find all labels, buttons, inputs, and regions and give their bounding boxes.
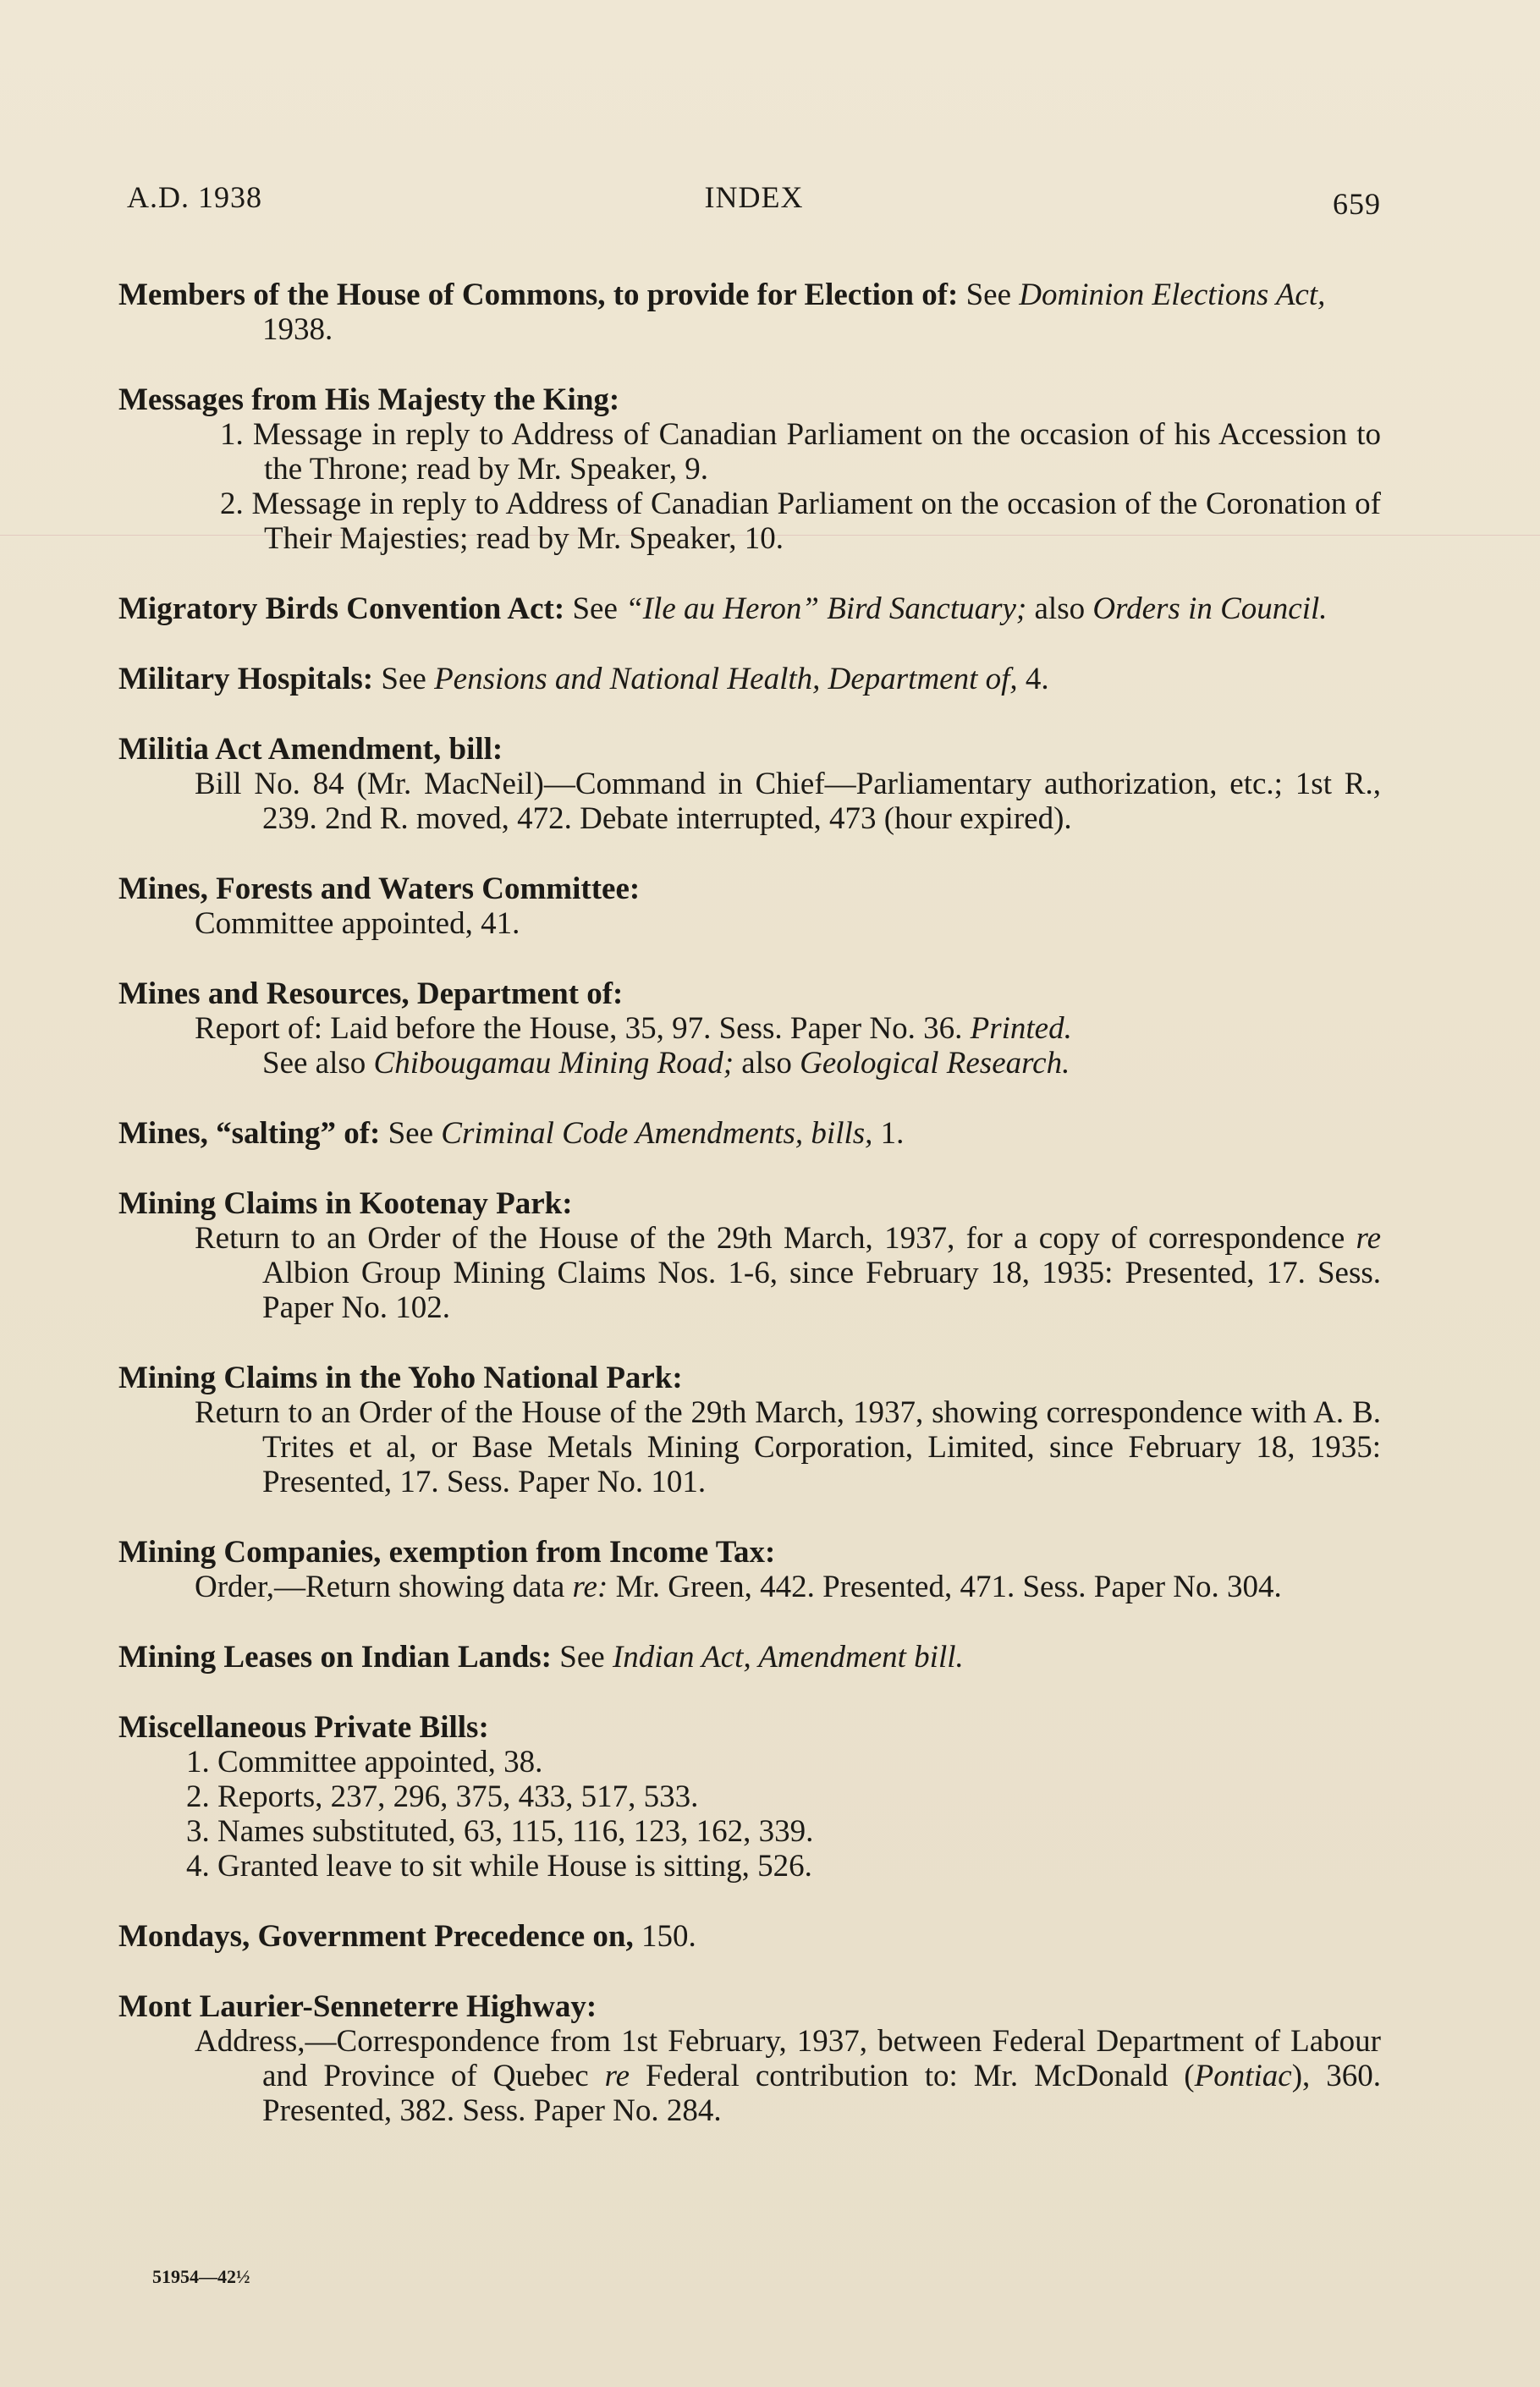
also-word: also <box>734 1046 800 1081</box>
cross-reference: Criminal Code Amendments, bills, <box>441 1116 873 1151</box>
entry-body: Bill No. 84 (Mr. MacNeil)—Command in Chief—Parliamentary authorization, etc.; 1st R., 239. 2nd R. moved, 472. Debate interrupted, 473 (hour expired). <box>195 767 1381 836</box>
entry-heading: Migratory Birds Convention Act: <box>118 591 565 626</box>
body-text: Federal contribution to: Mr. McDonald ( <box>630 2059 1195 2093</box>
cross-reference: Geological Research. <box>800 1046 1070 1081</box>
see-word: See <box>373 662 435 696</box>
body-text: Address,—Correspondence from 1st February, 1937, between Federal Department of Labour and Province of Quebec <box>195 2024 1381 2093</box>
index-entry <box>118 1116 1381 1151</box>
index-entry <box>118 591 1381 626</box>
header-year: A.D. 1938 <box>127 180 262 214</box>
body-text: ), 360. Presented, 382. Sess. Paper No. 284. <box>262 2059 1381 2128</box>
index-entry <box>118 1535 1381 1604</box>
entry-heading: Mont Laurier-Senneterre Highway: <box>118 1989 597 2024</box>
index-entry <box>118 732 1381 836</box>
entry-body: Committee appointed, 41. <box>195 906 520 941</box>
entry-heading: Mining Leases on Indian Lands: <box>118 1640 553 1675</box>
entry-heading: Mines, “salting” of: <box>118 1116 381 1151</box>
body-text: Return to an Order of the House of the 29th March, 1937, for a copy of correspondence <box>195 1221 1356 1256</box>
cross-reference: Dominion Elections Act, <box>1019 278 1326 312</box>
entry-heading: Military Hospitals: <box>118 662 374 696</box>
entry-heading: Messages from His Majesty the King: <box>118 382 620 417</box>
see-also-word: See also <box>262 1046 374 1081</box>
entry-heading: Mines and Resources, Department of: <box>118 976 624 1011</box>
list-item: 2. Message in reply to Address of Canadian Parliament on the occasion of the Coronation of Their Majesties; read by Mr. Speaker, 10. <box>220 487 1381 556</box>
also-word: also <box>1026 591 1093 626</box>
re-word: re <box>604 2059 630 2093</box>
list-item: 2. Reports, 237, 296, 375, 433, 517, 533. <box>186 1779 699 1814</box>
entry-heading: Miscellaneous Private Bills: <box>118 1710 489 1745</box>
index-entry <box>118 976 1381 1081</box>
entry-tail: 150. <box>633 1919 696 1954</box>
entry-body: Return to an Order of the House of the 29th March, 1937, showing correspondence with A. B. Trites et al, or Base Metals Mining Corporation, Limited, since February 18, 1935: Presented, 17. Sess. Paper No. 101. <box>195 1395 1381 1499</box>
index-entry <box>118 1186 1381 1325</box>
cross-reference: Orders in Council. <box>1092 591 1328 626</box>
entry-heading: Mining Claims in Kootenay Park: <box>118 1186 573 1221</box>
page-number: 659 <box>1333 187 1381 221</box>
list-item: 3. Names substituted, 63, 115, 116, 123, 162, 339. <box>186 1814 814 1849</box>
report-text: Report of: Laid before the House, 35, 97. Sess. Paper No. 36. <box>195 1011 971 1046</box>
cross-reference: Pensions and National Health, Department of, <box>434 662 1018 696</box>
entry-body <box>118 2024 1381 2128</box>
body-text: Order,—Return showing data <box>195 1570 573 1604</box>
re-word: re <box>1356 1221 1381 1256</box>
entry-tail: 1938. <box>262 312 333 347</box>
body-text: Albion Group Mining Claims Nos. 1-6, since February 18, 1935: Presented, 17. Sess. Paper No. 102. <box>262 1256 1381 1325</box>
list-item: 4. Granted leave to sit while House is sitting, 526. <box>186 1849 812 1884</box>
header-title: INDEX <box>704 180 804 214</box>
see-word: See <box>958 278 1020 312</box>
entry-heading: Mines, Forests and Waters Committee: <box>118 872 641 906</box>
see-also-line <box>118 1046 1381 1081</box>
entry-tail: 1. <box>872 1116 905 1151</box>
index-entry <box>118 1710 1381 1884</box>
entry-tail: 4. <box>1017 662 1049 696</box>
re-word: re: <box>572 1570 608 1604</box>
riding-name: Pontiac <box>1194 2059 1292 2093</box>
entry-body <box>118 1221 1381 1325</box>
list-item: 1. Committee appointed, 38. <box>186 1745 543 1779</box>
index-entry <box>118 382 1381 556</box>
entry-body <box>118 1011 1381 1046</box>
see-word: See <box>564 591 626 626</box>
index-content <box>118 278 1381 2128</box>
page-header <box>127 179 1381 220</box>
see-word: See <box>380 1116 442 1151</box>
cross-reference: Chibougamau Mining Road; <box>373 1046 734 1081</box>
index-entry <box>118 1640 1381 1675</box>
cross-reference: Indian Act, Amendment bill. <box>612 1640 964 1675</box>
entry-heading: Members of the House of Commons, to provide for Election of: <box>118 278 959 312</box>
body-text: Mr. Green, 442. Presented, 471. Sess. Paper No. 304. <box>608 1570 1282 1604</box>
index-entry <box>118 278 1381 347</box>
index-entry <box>118 1361 1381 1499</box>
printed-note: Printed. <box>970 1011 1072 1046</box>
list-item: 1. Message in reply to Address of Canadian Parliament on the occasion of his Accession to the Throne; read by Mr. Speaker, 9. <box>220 417 1381 487</box>
printer-code: 51954—42½ <box>152 2266 250 2287</box>
entry-heading: Mondays, Government Precedence on, <box>118 1919 634 1954</box>
entry-body <box>118 1570 1381 1604</box>
index-entry <box>118 1919 1381 1954</box>
cross-reference: “Ile au Heron” Bird Sanctuary; <box>625 591 1027 626</box>
index-entry <box>118 872 1381 941</box>
entry-heading: Mining Companies, exemption from Income Tax: <box>118 1535 776 1570</box>
see-word: See <box>552 1640 613 1675</box>
index-entry <box>118 662 1381 696</box>
index-entry <box>118 1989 1381 2128</box>
entry-heading: Militia Act Amendment, bill: <box>118 732 503 767</box>
entry-heading: Mining Claims in the Yoho National Park: <box>118 1361 683 1395</box>
